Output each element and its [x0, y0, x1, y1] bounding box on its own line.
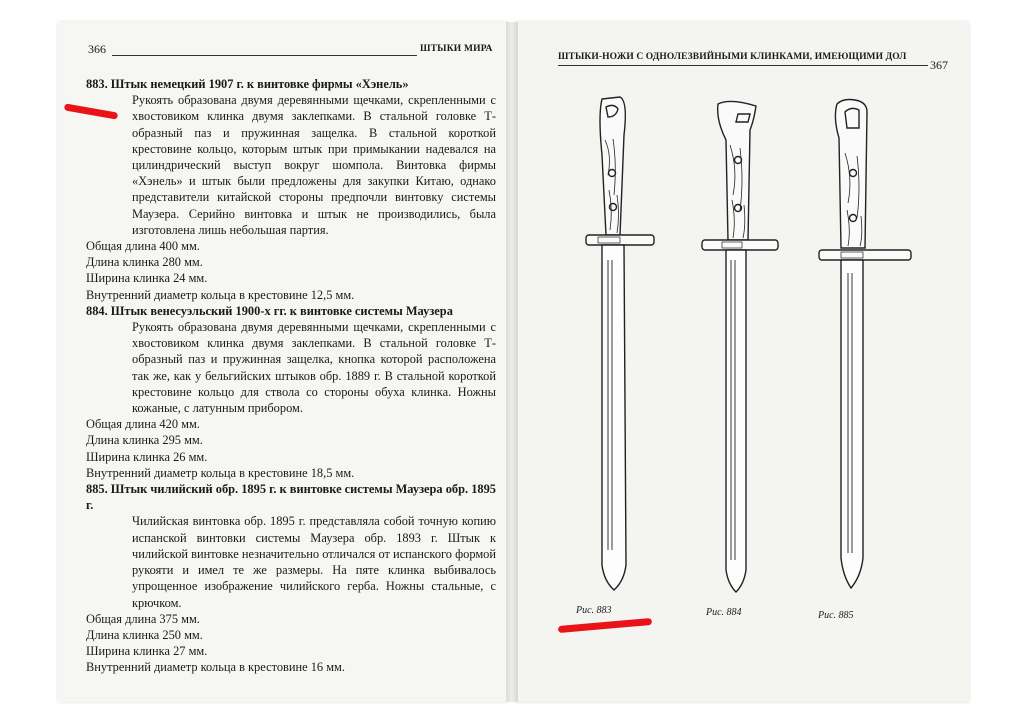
entry-description: Рукоять образована двумя деревянными щечками, скрепленными с хвостовиком клинка двумя заклепками. В стальной головке Т-образный паз и пружинная защелка. В стальной короткой крестовине кольцо, которым штык при примыкании надевался на цилиндрический выступ вокруг шомпола. Винтовка фирмы «Хэнель» и штык были предложены для закупки Китаю, однако представители китайской стороны предпочли винтовку системы Маузера. Серийно винтовка и штык не производились, была изготовлена лишь небольшая партия.	[132, 93, 496, 237]
right-header-rule	[558, 65, 928, 66]
bayonet-illustration-883	[580, 95, 660, 595]
figure-caption: Рис. 883	[576, 605, 612, 616]
spec-line: Длина клинка 280 мм.	[86, 255, 203, 270]
spec-line: Длина клинка 295 мм.	[86, 433, 203, 448]
spec-line: Общая длина 400 мм.	[86, 239, 200, 254]
figure-caption: Рис. 884	[706, 607, 742, 618]
spec-line: Внутренний диаметр кольца в крестовине 12,5 мм.	[86, 287, 355, 302]
book-gutter	[506, 22, 518, 702]
spec-line: Внутренний диаметр кольца в крестовине 18,5 мм.	[86, 465, 355, 480]
bayonet-illustration-885	[815, 98, 915, 593]
left-page-text	[86, 76, 496, 676]
spec-line: Общая длина 420 мм.	[86, 417, 200, 432]
spec-line: Внутренний диаметр кольца в крестовине 16 мм.	[86, 660, 345, 675]
right-running-head: ШТЫКИ-НОЖИ С ОДНОЛЕЗВИЙНЫМИ КЛИНКАМИ, ИМЕЮЩИМИ ДОЛ	[558, 52, 907, 62]
entry-883	[86, 76, 496, 303]
entry-title: 883. Штык немецкий 1907 г. к винтовке фирмы «Хэнель»	[86, 77, 409, 91]
entry-884	[86, 303, 496, 481]
entry-description: Рукоять образована двумя деревянными щечками, скрепленными с хвостовиком клинка двумя заклепками. В стальной головке Т-образный паз и пружинная защелка, кнопка которой расположена так же, как у бельгийских штыков обр. 1889 г. В стальной короткой крестовине кольцо для ствола со стороны обуха клинка. Ножны кожаные, с латунным прибором.	[132, 320, 496, 416]
figure-caption: Рис. 885	[818, 610, 854, 621]
entry-title: 885. Штык чилийский обр. 1895 г. к винтовке системы Маузера обр. 1895 г.	[86, 482, 496, 513]
spec-line: Общая длина 375 мм.	[86, 611, 200, 626]
bayonet-illustration-884	[700, 100, 780, 595]
entry-title: 884. Штык венесуэльский 1900-х гг. к винтовке системы Маузера	[86, 303, 453, 318]
spec-line: Ширина клинка 27 мм.	[86, 644, 208, 659]
right-page-number: 367	[930, 58, 948, 72]
left-page-number: 366	[88, 42, 106, 56]
spec-line: Длина клинка 250 мм.	[86, 627, 203, 642]
left-running-head: ШТЫКИ МИРА	[420, 44, 493, 54]
entry-885	[86, 481, 496, 675]
spec-line: Ширина клинка 24 мм.	[86, 271, 208, 286]
entry-description: Чилийская винтовка обр. 1895 г. представляла собой точную копию испанской винтовки системы Маузера обр. 1893 г. Штык к чилийской винтовке незначительно отличался от испанского формой рукояти и имел те же размеры. На пяте клинка выбивалось упрощенное изображение чилийского герба. Ножны стальные, с крючком.	[132, 514, 496, 610]
left-header-rule	[112, 55, 417, 56]
spec-line: Ширина клинка 26 мм.	[86, 449, 208, 464]
